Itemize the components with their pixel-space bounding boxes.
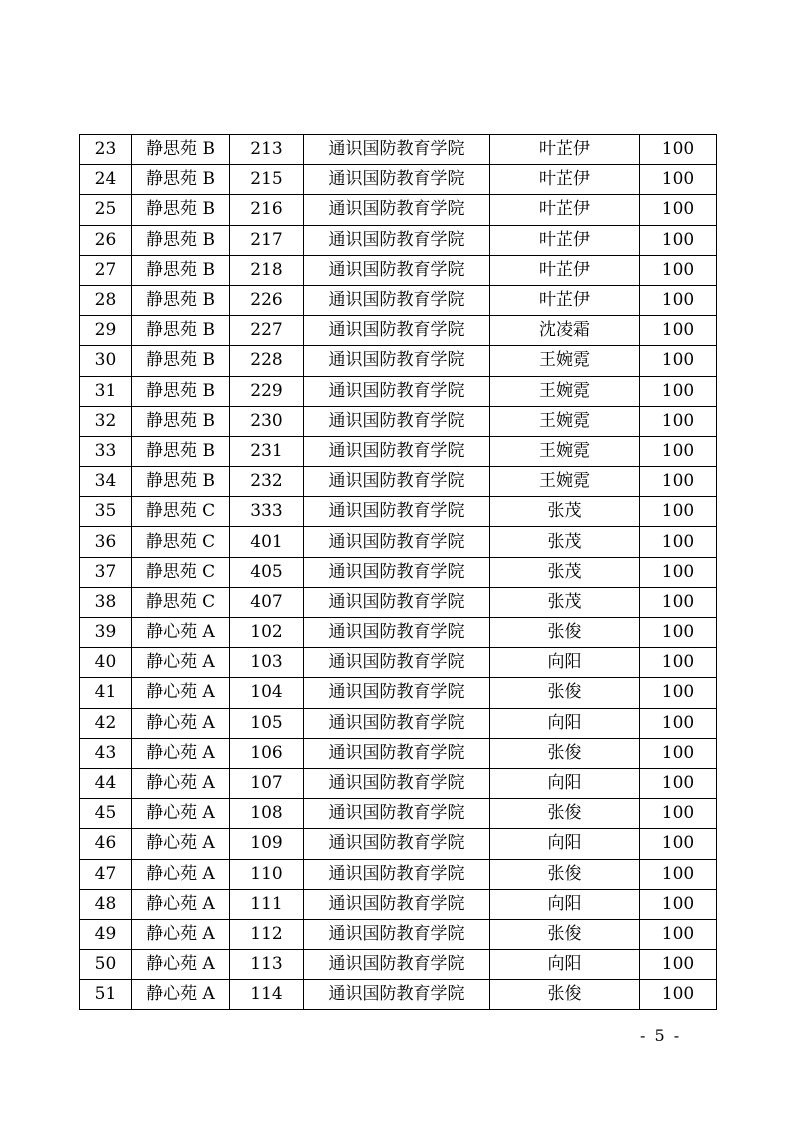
name-cell: 向阳 <box>490 829 640 859</box>
row-number-cell: 35 <box>80 497 132 527</box>
college-cell: 通识国防教育学院 <box>304 285 490 315</box>
score-cell: 100 <box>640 738 717 768</box>
college-cell: 通识国防教育学院 <box>304 587 490 617</box>
table-row <box>80 799 717 829</box>
building-cell: 静心苑 A <box>132 648 230 678</box>
row-number-cell: 44 <box>80 768 132 798</box>
name-cell: 叶芷伊 <box>490 195 640 225</box>
room-cell: 229 <box>230 376 304 406</box>
room-cell: 111 <box>230 889 304 919</box>
name-cell: 向阳 <box>490 768 640 798</box>
college-cell: 通识国防教育学院 <box>304 165 490 195</box>
building-cell: 静思苑 C <box>132 497 230 527</box>
table-row <box>80 889 717 919</box>
college-cell: 通识国防教育学院 <box>304 527 490 557</box>
room-cell: 103 <box>230 648 304 678</box>
college-cell: 通识国防教育学院 <box>304 557 490 587</box>
row-number-cell: 38 <box>80 587 132 617</box>
college-cell: 通识国防教育学院 <box>304 195 490 225</box>
room-cell: 401 <box>230 527 304 557</box>
row-number-cell: 48 <box>80 889 132 919</box>
row-number-cell: 47 <box>80 859 132 889</box>
room-cell: 215 <box>230 165 304 195</box>
room-cell: 112 <box>230 919 304 949</box>
row-number-cell: 46 <box>80 829 132 859</box>
room-cell: 226 <box>230 285 304 315</box>
row-number-cell: 27 <box>80 255 132 285</box>
room-cell: 114 <box>230 980 304 1010</box>
name-cell: 张俊 <box>490 618 640 648</box>
score-cell: 100 <box>640 195 717 225</box>
row-number-cell: 25 <box>80 195 132 225</box>
name-cell: 叶芷伊 <box>490 225 640 255</box>
table-row <box>80 708 717 738</box>
table-row <box>80 738 717 768</box>
row-number-cell: 49 <box>80 919 132 949</box>
room-cell: 108 <box>230 799 304 829</box>
building-cell: 静思苑 C <box>132 587 230 617</box>
room-cell: 230 <box>230 406 304 436</box>
room-cell: 216 <box>230 195 304 225</box>
score-cell: 100 <box>640 950 717 980</box>
college-cell: 通识国防教育学院 <box>304 225 490 255</box>
room-cell: 213 <box>230 135 304 165</box>
name-cell: 张茂 <box>490 557 640 587</box>
row-number-cell: 23 <box>80 135 132 165</box>
page-number: - 5 - <box>640 1026 682 1045</box>
college-cell: 通识国防教育学院 <box>304 316 490 346</box>
row-number-cell: 30 <box>80 346 132 376</box>
row-number-cell: 32 <box>80 406 132 436</box>
row-number-cell: 28 <box>80 285 132 315</box>
score-cell: 100 <box>640 859 717 889</box>
name-cell: 张茂 <box>490 497 640 527</box>
table-row <box>80 406 717 436</box>
name-cell: 王婉霓 <box>490 406 640 436</box>
name-cell: 张俊 <box>490 919 640 949</box>
table-row <box>80 768 717 798</box>
score-cell: 100 <box>640 557 717 587</box>
college-cell: 通识国防教育学院 <box>304 708 490 738</box>
college-cell: 通识国防教育学院 <box>304 738 490 768</box>
name-cell: 叶芷伊 <box>490 135 640 165</box>
college-cell: 通识国防教育学院 <box>304 467 490 497</box>
building-cell: 静思苑 B <box>132 467 230 497</box>
college-cell: 通识国防教育学院 <box>304 618 490 648</box>
score-cell: 100 <box>640 346 717 376</box>
room-cell: 107 <box>230 768 304 798</box>
score-cell: 100 <box>640 919 717 949</box>
building-cell: 静心苑 A <box>132 980 230 1010</box>
name-cell: 王婉霓 <box>490 436 640 466</box>
table-row <box>80 950 717 980</box>
row-number-cell: 33 <box>80 436 132 466</box>
college-cell: 通识国防教育学院 <box>304 436 490 466</box>
score-cell: 100 <box>640 135 717 165</box>
score-cell: 100 <box>640 708 717 738</box>
table-row <box>80 859 717 889</box>
score-cell: 100 <box>640 406 717 436</box>
table-row <box>80 587 717 617</box>
college-cell: 通识国防教育学院 <box>304 135 490 165</box>
row-number-cell: 37 <box>80 557 132 587</box>
building-cell: 静思苑 C <box>132 527 230 557</box>
building-cell: 静思苑 B <box>132 195 230 225</box>
table-row <box>80 618 717 648</box>
score-cell: 100 <box>640 829 717 859</box>
table-row <box>80 980 717 1010</box>
building-cell: 静思苑 B <box>132 135 230 165</box>
score-cell: 100 <box>640 527 717 557</box>
row-number-cell: 26 <box>80 225 132 255</box>
college-cell: 通识国防教育学院 <box>304 799 490 829</box>
score-cell: 100 <box>640 980 717 1010</box>
row-number-cell: 31 <box>80 376 132 406</box>
room-cell: 405 <box>230 557 304 587</box>
name-cell: 张俊 <box>490 980 640 1010</box>
row-number-cell: 24 <box>80 165 132 195</box>
name-cell: 沈凌霜 <box>490 316 640 346</box>
table-row <box>80 376 717 406</box>
name-cell: 向阳 <box>490 648 640 678</box>
room-cell: 231 <box>230 436 304 466</box>
score-cell: 100 <box>640 678 717 708</box>
building-cell: 静思苑 B <box>132 346 230 376</box>
name-cell: 向阳 <box>490 708 640 738</box>
name-cell: 张俊 <box>490 738 640 768</box>
building-cell: 静思苑 B <box>132 406 230 436</box>
room-cell: 105 <box>230 708 304 738</box>
row-number-cell: 50 <box>80 950 132 980</box>
building-cell: 静心苑 A <box>132 859 230 889</box>
college-cell: 通识国防教育学院 <box>304 497 490 527</box>
table-row <box>80 467 717 497</box>
score-cell: 100 <box>640 799 717 829</box>
building-cell: 静心苑 A <box>132 889 230 919</box>
building-cell: 静思苑 B <box>132 316 230 346</box>
building-cell: 静思苑 B <box>132 376 230 406</box>
name-cell: 张俊 <box>490 799 640 829</box>
table-row <box>80 678 717 708</box>
table-row <box>80 165 717 195</box>
table-row <box>80 648 717 678</box>
college-cell: 通识国防教育学院 <box>304 376 490 406</box>
score-cell: 100 <box>640 255 717 285</box>
building-cell: 静心苑 A <box>132 950 230 980</box>
room-cell: 109 <box>230 829 304 859</box>
name-cell: 张茂 <box>490 587 640 617</box>
college-cell: 通识国防教育学院 <box>304 889 490 919</box>
college-cell: 通识国防教育学院 <box>304 919 490 949</box>
building-cell: 静思苑 B <box>132 436 230 466</box>
room-cell: 104 <box>230 678 304 708</box>
score-cell: 100 <box>640 376 717 406</box>
score-cell: 100 <box>640 436 717 466</box>
table-row <box>80 436 717 466</box>
score-cell: 100 <box>640 889 717 919</box>
table-row <box>80 829 717 859</box>
table-row <box>80 557 717 587</box>
table-row <box>80 225 717 255</box>
score-cell: 100 <box>640 587 717 617</box>
room-cell: 228 <box>230 346 304 376</box>
room-cell: 217 <box>230 225 304 255</box>
name-cell: 向阳 <box>490 889 640 919</box>
room-cell: 113 <box>230 950 304 980</box>
college-cell: 通识国防教育学院 <box>304 648 490 678</box>
name-cell: 王婉霓 <box>490 376 640 406</box>
name-cell: 叶芷伊 <box>490 285 640 315</box>
college-cell: 通识国防教育学院 <box>304 346 490 376</box>
building-cell: 静心苑 A <box>132 799 230 829</box>
table-row <box>80 316 717 346</box>
name-cell: 向阳 <box>490 950 640 980</box>
row-number-cell: 29 <box>80 316 132 346</box>
name-cell: 王婉霓 <box>490 467 640 497</box>
building-cell: 静心苑 A <box>132 618 230 648</box>
college-cell: 通识国防教育学院 <box>304 255 490 285</box>
building-cell: 静思苑 B <box>132 285 230 315</box>
room-cell: 102 <box>230 618 304 648</box>
table-row <box>80 255 717 285</box>
building-cell: 静心苑 A <box>132 919 230 949</box>
score-cell: 100 <box>640 225 717 255</box>
score-cell: 100 <box>640 165 717 195</box>
score-cell: 100 <box>640 467 717 497</box>
score-cell: 100 <box>640 316 717 346</box>
score-cell: 100 <box>640 618 717 648</box>
name-cell: 叶芷伊 <box>490 255 640 285</box>
row-number-cell: 42 <box>80 708 132 738</box>
name-cell: 王婉霓 <box>490 346 640 376</box>
room-cell: 110 <box>230 859 304 889</box>
college-cell: 通识国防教育学院 <box>304 859 490 889</box>
building-cell: 静思苑 B <box>132 225 230 255</box>
room-cell: 333 <box>230 497 304 527</box>
college-cell: 通识国防教育学院 <box>304 980 490 1010</box>
row-number-cell: 39 <box>80 618 132 648</box>
building-cell: 静心苑 A <box>132 768 230 798</box>
score-cell: 100 <box>640 768 717 798</box>
room-cell: 218 <box>230 255 304 285</box>
row-number-cell: 41 <box>80 678 132 708</box>
table-row <box>80 919 717 949</box>
college-cell: 通识国防教育学院 <box>304 950 490 980</box>
score-cell: 100 <box>640 648 717 678</box>
building-cell: 静心苑 A <box>132 829 230 859</box>
table-body <box>80 135 717 1010</box>
table-row <box>80 195 717 225</box>
row-number-cell: 36 <box>80 527 132 557</box>
table-row <box>80 497 717 527</box>
college-cell: 通识国防教育学院 <box>304 768 490 798</box>
college-cell: 通识国防教育学院 <box>304 678 490 708</box>
room-cell: 232 <box>230 467 304 497</box>
row-number-cell: 40 <box>80 648 132 678</box>
dormitory-table <box>79 134 717 1010</box>
college-cell: 通识国防教育学院 <box>304 406 490 436</box>
row-number-cell: 51 <box>80 980 132 1010</box>
building-cell: 静思苑 C <box>132 557 230 587</box>
building-cell: 静心苑 A <box>132 708 230 738</box>
college-cell: 通识国防教育学院 <box>304 829 490 859</box>
name-cell: 张茂 <box>490 527 640 557</box>
row-number-cell: 45 <box>80 799 132 829</box>
room-cell: 106 <box>230 738 304 768</box>
score-cell: 100 <box>640 497 717 527</box>
name-cell: 叶芷伊 <box>490 165 640 195</box>
table-row <box>80 285 717 315</box>
building-cell: 静思苑 B <box>132 165 230 195</box>
table-row <box>80 346 717 376</box>
row-number-cell: 43 <box>80 738 132 768</box>
table-row <box>80 527 717 557</box>
building-cell: 静思苑 B <box>132 255 230 285</box>
name-cell: 张俊 <box>490 859 640 889</box>
room-cell: 227 <box>230 316 304 346</box>
building-cell: 静心苑 A <box>132 738 230 768</box>
row-number-cell: 34 <box>80 467 132 497</box>
building-cell: 静心苑 A <box>132 678 230 708</box>
score-cell: 100 <box>640 285 717 315</box>
table-row <box>80 135 717 165</box>
name-cell: 张俊 <box>490 678 640 708</box>
room-cell: 407 <box>230 587 304 617</box>
